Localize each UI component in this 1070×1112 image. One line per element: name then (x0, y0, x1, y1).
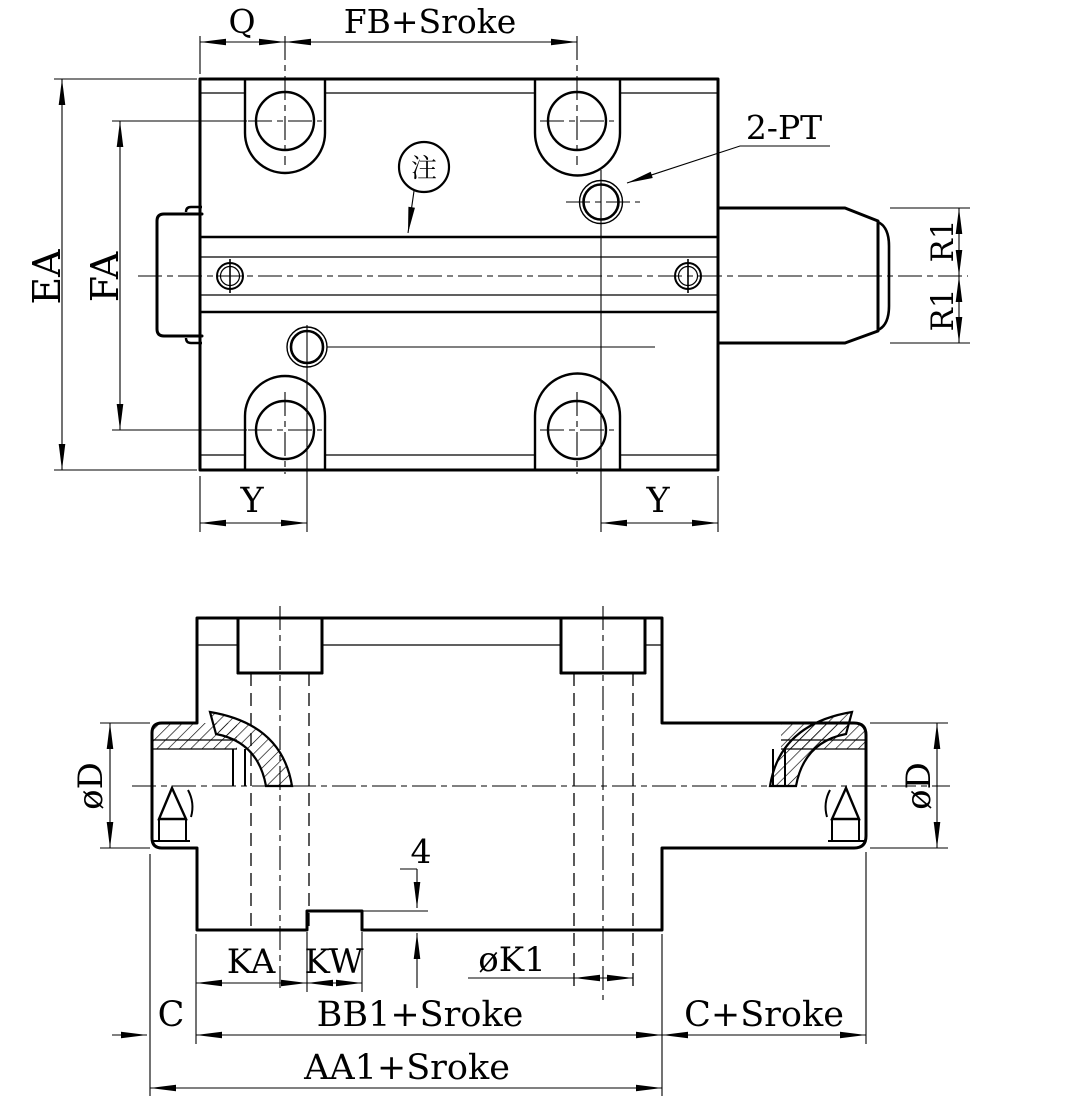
dim-ka-label: KA (226, 942, 276, 982)
dim-c-stroke-label: C+Sroke (684, 995, 844, 1035)
dim-ea (25, 79, 69, 470)
dim-kw-label: KW (304, 942, 364, 982)
dim-kw (304, 942, 363, 983)
dim-d-left-label: øD (71, 762, 111, 810)
dim-aa1 (150, 1048, 662, 1088)
dim-y-right (601, 481, 718, 523)
dim-bb1-label: BB1+Sroke (316, 995, 524, 1035)
dim-d-right (899, 723, 939, 848)
dim-y-left-label: Y (240, 481, 264, 521)
dim-fa (83, 121, 127, 430)
top-view-body (200, 79, 718, 470)
dim-r1-lower (925, 276, 961, 343)
dim-k1 (468, 940, 633, 980)
left-tab (157, 214, 202, 336)
dim-fb-stroke (285, 2, 577, 42)
dim-c (112, 995, 184, 1035)
dim-fb-label: FB+Sroke (343, 2, 517, 41)
dim-r1-lower-label: R1 (925, 288, 961, 332)
dim-d-left (71, 723, 111, 848)
dim-r1-upper (925, 208, 961, 276)
top-view (138, 79, 968, 474)
dim-aa1-label: AA1+Sroke (304, 1048, 510, 1088)
dim-bb1 (196, 995, 662, 1035)
dim-y-left (200, 481, 307, 523)
dim-ea-label: EA (25, 249, 69, 305)
port-callout-label: 2-PT (745, 108, 823, 147)
dim-ka (196, 942, 307, 983)
dim-k1-label: øK1 (478, 940, 546, 980)
dim-q-label: Q (228, 2, 256, 41)
dim-fa-label: FA (83, 251, 127, 303)
dim-step-label: 4 (410, 832, 432, 871)
dim-q (200, 2, 285, 42)
dim-y-right-label: Y (646, 481, 670, 521)
note-label: 注 (410, 154, 438, 184)
dim-d-right-label: øD (899, 762, 939, 810)
dim-c-stroke (662, 995, 866, 1035)
dim-c-label: C (157, 995, 185, 1035)
dim-r1-upper-label: R1 (925, 219, 961, 263)
